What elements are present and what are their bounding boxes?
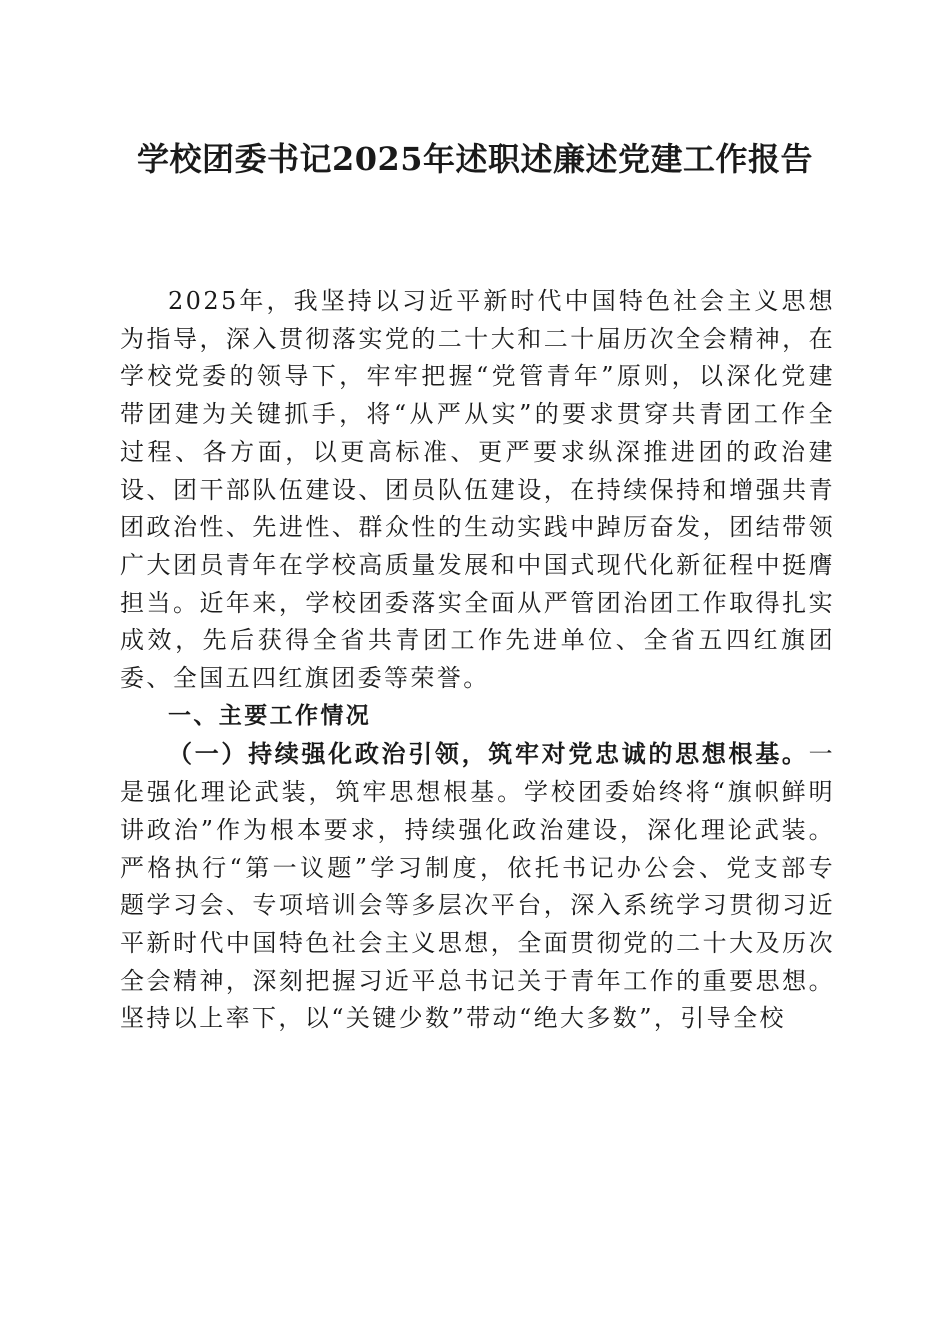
subsection-paragraph: [120, 735, 835, 1038]
document-body: [120, 283, 835, 1038]
section-heading: 一、主要工作情况: [168, 702, 372, 729]
subsection-lead: （一）持续强化政治引领，筑牢对党忠诚的思想根基。: [168, 739, 809, 769]
subsection-text: 一是强化理论武装，筑牢思想根基。学校团委始终将“旗帜鲜明讲政治”作为根本要求，持续强化政治建设，深化理论武装。严格执行“第一议题”学习制度，依托书记办公会、党支部专题学习会、专项培训会等多层次平台，深入系统学习贯彻习近平新时代中国特色社会主义思想，全面贯彻党的二十大及历次全会精神，深刻把握习近平总书记关于青年工作的重要思想。坚持以上率下，以“关键少数”带动“绝大多数”，引导全校: [120, 740, 835, 1033]
intro-paragraph: 2025年，我坚持以习近平新时代中国特色社会主义思想为指导，深入贯彻落实党的二十大和二十届历次全会精神，在学校党委的领导下，牢牢把握“党管青年”原则，以深化党建带团建为关键抓手，将“从严从实”的要求贯穿共青团工作全过程、各方面，以更高标准、更严要求纵深推进团的政治建设、团干部队伍建设、团员队伍建设，在持续保持和增强共青团政治性、先进性、群众性的生动实践中踔厉奋发，团结带领广大团员青年在学校高质量发展和中国式现代化新征程中挺膺担当。近年来，学校团委落实全面从严管团治团工作取得扎实成效，先后获得全省共青团工作先进单位、全省五四红旗团委、全国五四红旗团委等荣誉。: [120, 287, 835, 693]
document-title: 学校团委书记2025年述职述廉述党建工作报告: [136, 140, 814, 178]
